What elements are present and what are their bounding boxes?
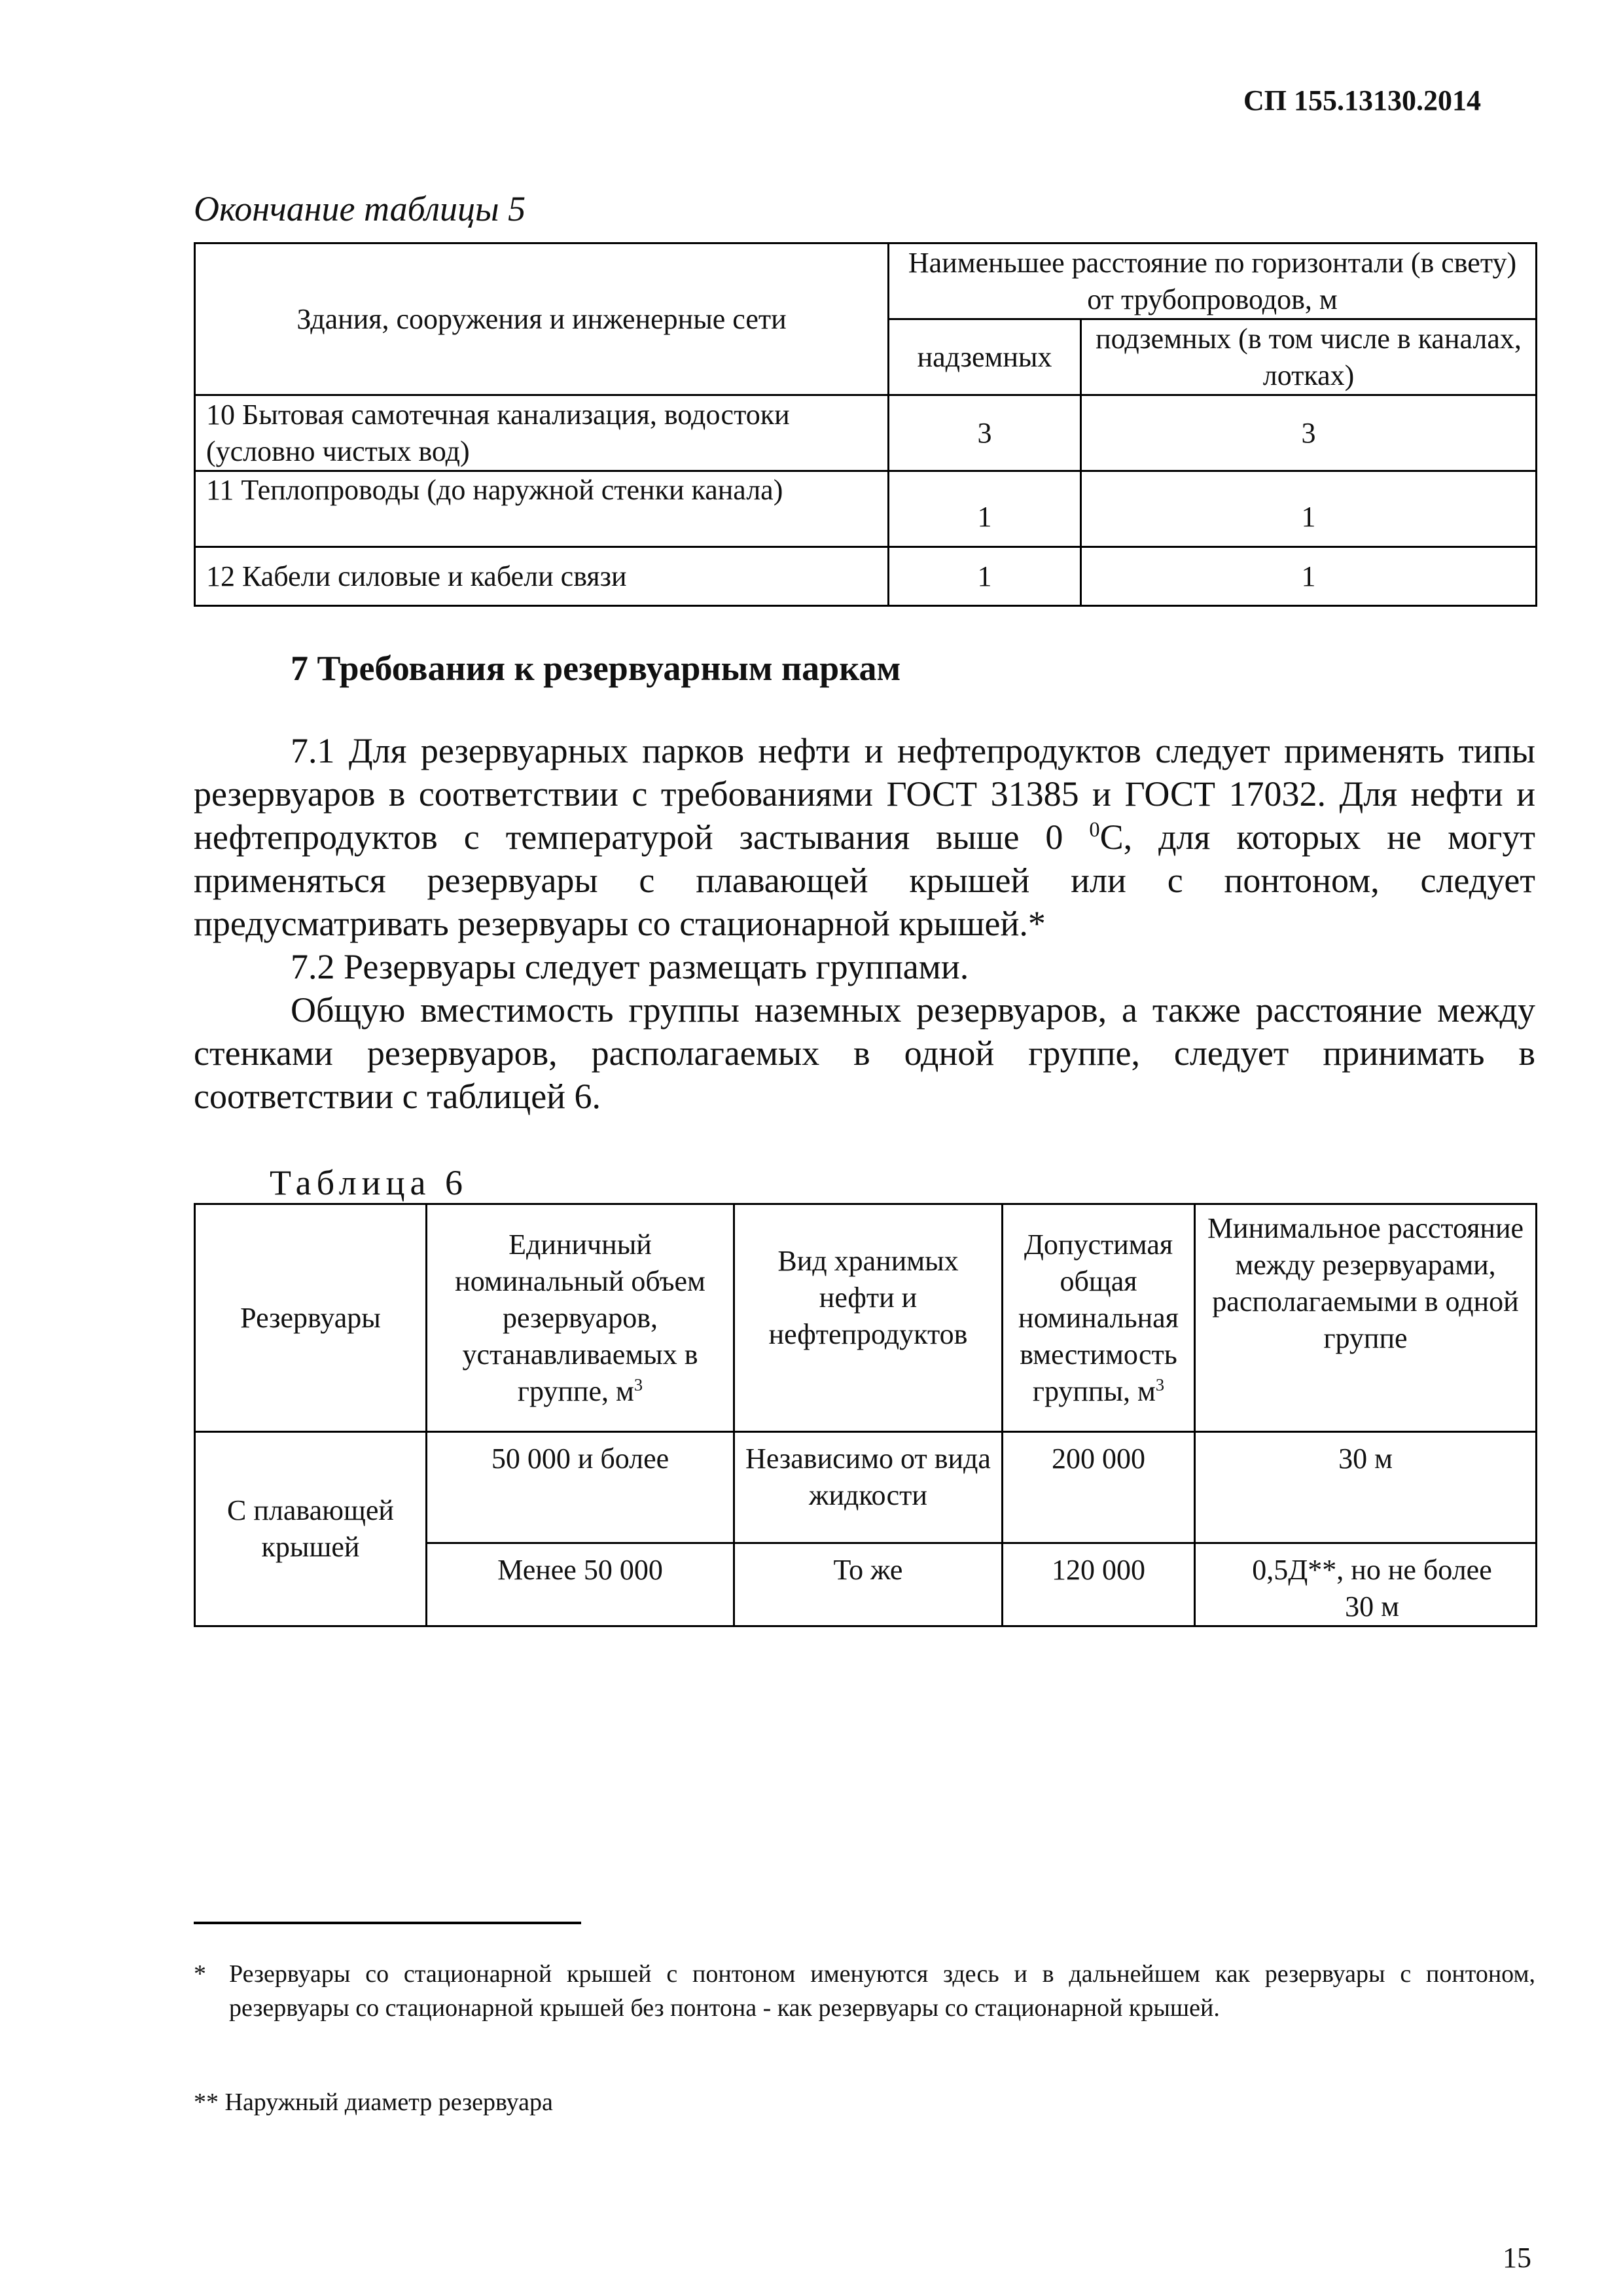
footnote-1-mark: *	[194, 1960, 206, 1988]
table-row	[195, 471, 1537, 547]
table6-row-capacity: 200 000	[1003, 1432, 1195, 1543]
paragraph-capacity-text: Общую вместимость группы наземных резервуаров, а также расстояние между стенками резервуаров, располагаемых в одной группе, следует принимать в соответствии с таблицей 6.	[194, 990, 1535, 1116]
footnote-divider	[194, 1922, 581, 1924]
table6-header-min-distance: Минимальное расстояние между резервуарами, располагаемыми в одной группе	[1195, 1204, 1537, 1432]
table6-header-liquid-type: Вид хранимых нефти и нефтепродуктов	[734, 1204, 1003, 1432]
table5-row-name: 12 Кабели силовые и кабели связи	[195, 547, 889, 606]
table6-row-type: Независимо от вида жидкости	[734, 1432, 1003, 1543]
table5-row-above: 1	[889, 471, 1081, 547]
table6-row-distance: 30 м	[1195, 1432, 1537, 1543]
footnote-2: ** Наружный диаметр резервуара	[194, 2089, 553, 2116]
table5-row-below: 1	[1081, 547, 1537, 606]
table5-header-above: надземных	[889, 319, 1081, 395]
table6-caption: Таблица 6	[270, 1163, 468, 1202]
table5-caption: Окончание таблицы 5	[194, 189, 526, 228]
table5-row-above: 3	[889, 395, 1081, 471]
table5-header-distance: Наименьшее расстояние по горизонтали (в свету) от трубопроводов, м	[889, 243, 1537, 319]
table5-header-below: подземных (в том числе в каналах, лотках)	[1081, 319, 1537, 395]
table6-header-total-capacity: Допустимая общая номинальная вместимость группы, $м^3$	[1003, 1204, 1195, 1432]
table5	[194, 242, 1537, 607]
document-code: СП 155.13130.2014	[1243, 84, 1481, 117]
footnote-1-text: Резервуары со стационарной крышей с понтоном именуются здесь и в дальнейшем как резервуары с понтоном, резервуары со стационарной крышей без понтона - как резервуары со стационарной крышей.	[229, 1960, 1535, 2022]
paragraph-7-1-text: 7.1 Для резервуарных парков нефти и нефтепродуктов следует применять типы резервуаров в соответствии с требованиями ГОСТ 31385 и ГОСТ 17032. Для нефти и нефтепродуктов с температурой застывания выше 0	[194, 731, 1535, 857]
paragraph-7-2	[194, 945, 1535, 988]
table-row	[195, 1432, 1537, 1543]
section-heading: 7 Требования к резервуарным паркам	[291, 649, 901, 688]
paragraph-capacity	[194, 988, 1535, 1118]
paragraph-7-2-text: 7.2 Резервуары следует размещать группами.	[291, 947, 969, 986]
page-number: 15	[1503, 2242, 1531, 2274]
table6-header-unit-volume: Единичный номинальный объем резервуаров, устанавливаемых в группе, $м^3$	[427, 1204, 734, 1432]
table-row	[195, 547, 1537, 606]
footnote-1	[194, 1957, 1535, 2025]
table6-row-volume: 50 000 и более	[427, 1432, 734, 1543]
table6	[194, 1203, 1537, 1627]
degree-superscript: 0	[1089, 818, 1100, 842]
table5-row-name: 11 Теплопроводы (до наружной стенки канала)	[195, 471, 889, 547]
table5-row-above: 1	[889, 547, 1081, 606]
table6-row-type: То же	[734, 1543, 1003, 1626]
paragraph-7-1-text-cont: С, для которых не могут применяться резервуары с плавающей крышей или с понтоном, следует предусматривать резервуары со стационарной крышей.*	[194, 817, 1535, 943]
paragraph-7-1	[194, 729, 1535, 945]
table6-row-capacity: 120 000	[1003, 1543, 1195, 1626]
table-row	[195, 395, 1537, 471]
table6-header-tanks: Резервуары	[195, 1204, 427, 1432]
table6-group-label: С плавающей крышей	[195, 1432, 427, 1626]
table5-row-name: 10 Бытовая самотечная канализация, водостоки (условно чистых вод)	[195, 395, 889, 471]
table5-header-buildings: Здания, сооружения и инженерные сети	[195, 243, 889, 395]
table6-row-distance: 0,5Д**, но не более 30 м	[1195, 1543, 1537, 1626]
table6-row-volume: Менее 50 000	[427, 1543, 734, 1626]
table5-row-below: 3	[1081, 395, 1537, 471]
table5-row-below: 1	[1081, 471, 1537, 547]
